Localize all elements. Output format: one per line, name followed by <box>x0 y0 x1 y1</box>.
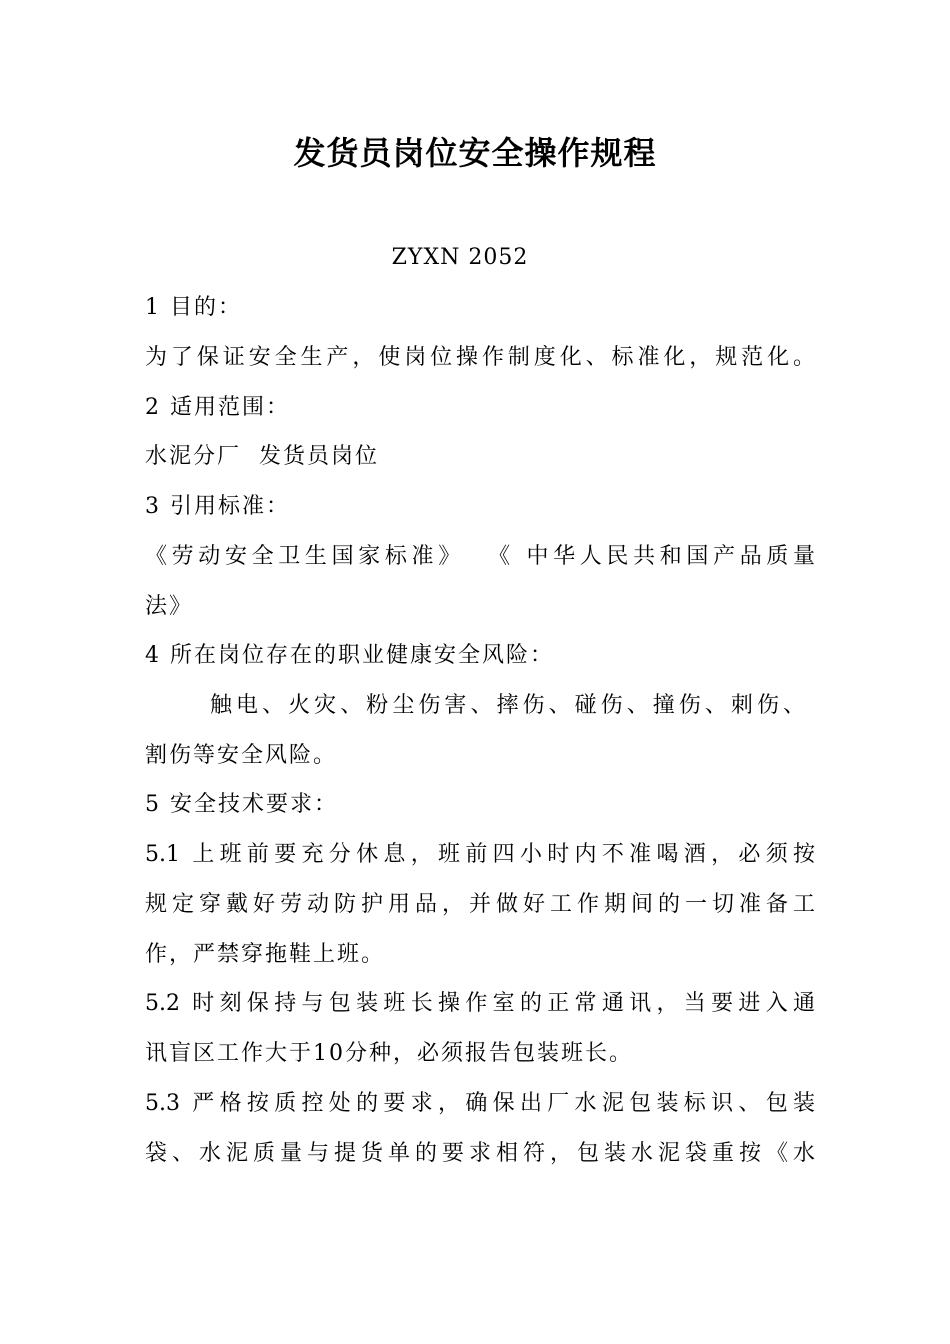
paragraph-line: 《劳动安全卫生国家标准》 《 中华人民共和国产品质量 <box>145 544 815 569</box>
section-2-heading: 2 适用范围： <box>145 395 290 420</box>
paragraph-line: 水泥分厂 发货员岗位 <box>145 444 379 469</box>
section-4-heading: 4 所在岗位存在的职业健康安全风险： <box>145 643 554 668</box>
paragraph-line: 法》 <box>145 594 194 619</box>
paragraph-line: 讯盲区工作大于10分种，必须报告包装班长。 <box>145 1041 633 1066</box>
paragraph-line: 为了保证安全生产，使岗位操作制度化、标准化，规范化。 <box>145 345 815 370</box>
paragraph-line: 割伤等安全风险。 <box>145 743 338 768</box>
paragraph-line: 5.3 严格按质控处的要求，确保出厂水泥包装标识、包装 <box>145 1091 815 1116</box>
document-title: 发货员岗位安全操作规程 <box>293 134 657 172</box>
section-3-heading: 3 引用标准： <box>145 494 290 519</box>
section-5-heading: 5 安全技术要求： <box>145 792 338 817</box>
paragraph-line: 袋、水泥质量与提货单的要求相符，包装水泥袋重按《水 <box>145 1141 815 1166</box>
paragraph-line: 作，严禁穿拖鞋上班。 <box>145 942 386 967</box>
paragraph-line: 5.2 时刻保持与包装班长操作室的正常通讯，当要进入通 <box>145 991 815 1016</box>
paragraph-line: 触电、火灾、粉尘伤害、摔伤、碰伤、撞伤、刺伤、 <box>210 693 805 718</box>
document-code: ZYXN 2052 <box>391 245 529 270</box>
paragraph-line: 5.1 上班前要充分休息，班前四小时内不准喝酒，必须按 <box>145 842 815 867</box>
paragraph-line: 规定穿戴好劳动防护用品，并做好工作期间的一切准备工 <box>145 892 815 917</box>
section-1-heading: 1 目的： <box>145 295 242 320</box>
